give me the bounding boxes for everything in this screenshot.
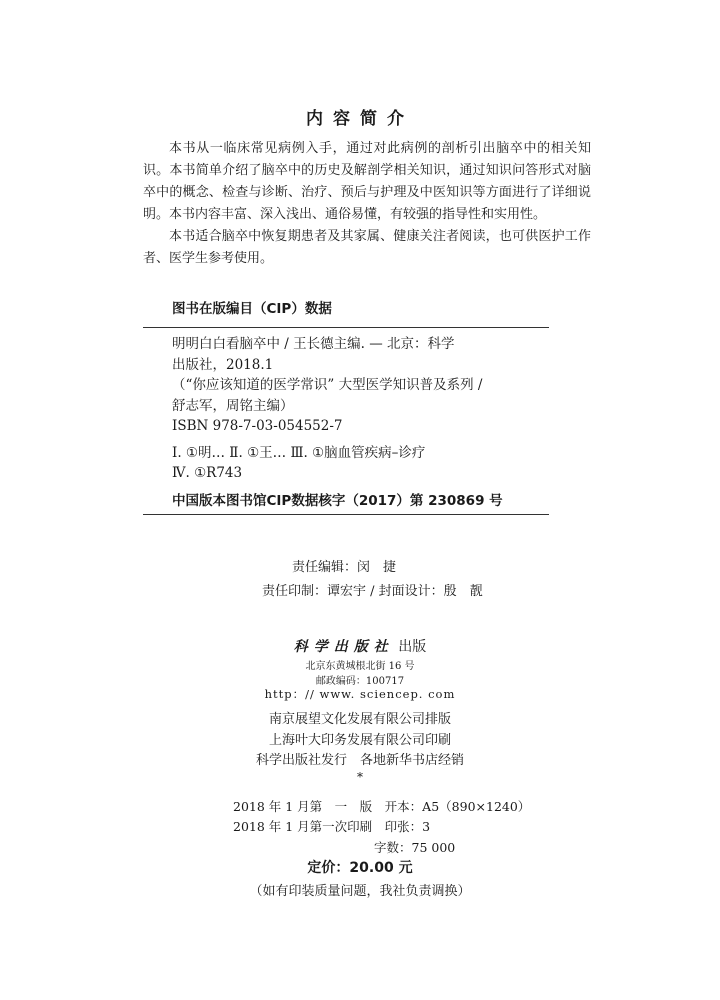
cip-isbn: ISBN 978-7-03-054552-7 bbox=[172, 418, 343, 434]
cip-line: （“你应该知道的医学常识” 大型医学知识普及系列 / bbox=[172, 377, 483, 393]
cip-class-line: Ⅳ. ①R743 bbox=[172, 465, 243, 481]
publisher-suffix: 出版 bbox=[398, 639, 427, 655]
publisher-line bbox=[0, 636, 720, 656]
cip-class-line: Ⅰ. ①明… Ⅱ. ①王… Ⅲ. ①脑血管疾病–诊疗 bbox=[172, 444, 426, 461]
distributor: 科学出版社发行 各地新华书店经销 bbox=[255, 753, 464, 768]
word-count: 字数：75 000 bbox=[374, 840, 456, 855]
cip-record bbox=[172, 334, 532, 484]
price: 定价：20.00 元 bbox=[307, 860, 413, 876]
publisher-url: http：// www. sciencep. com bbox=[264, 687, 456, 701]
separator-star: * bbox=[357, 770, 363, 784]
intro-title: 内容简介 bbox=[306, 109, 414, 129]
cip-heading: 图书在版编目（CIP）数据 bbox=[172, 301, 332, 317]
edition-line: 2018 年 1 月第 一 版 开本：A5（890×1240） bbox=[233, 799, 531, 814]
cip-line: 舒志军，周铭主编） bbox=[172, 397, 294, 414]
printing-line: 2018 年 1 月第一次印刷 印张：3 bbox=[233, 819, 431, 834]
cip-top-rule bbox=[143, 327, 549, 328]
quality-notice: （如有印装质量问题，我社负责调换） bbox=[249, 884, 471, 899]
publisher-address: 北京东黄城根北街 16 号 bbox=[305, 661, 415, 672]
intro-text bbox=[143, 138, 591, 270]
typesetter: 南京展望文化发展有限公司排版 bbox=[268, 712, 451, 727]
publisher-zip: 邮政编码：100717 bbox=[315, 676, 405, 687]
cip-bottom-rule bbox=[143, 514, 549, 515]
cip-line: 出版社，2018.1 bbox=[172, 356, 274, 373]
responsible-editor: 责任编辑：闵 捷 bbox=[292, 560, 397, 575]
intro-paragraph: 本书适合脑卒中恢复期患者及其家属、健康关注者阅读，也可供医护工作者、医学生参考使用。 bbox=[143, 229, 591, 266]
publisher-logo: 科学出版社 bbox=[293, 639, 394, 655]
cip-line: 明明白白看脑卒中 / 王长德主编. — 北京：科学 bbox=[172, 336, 455, 352]
cip-verify-number: 中国版本图书馆CIP数据核字（2017）第 230869 号 bbox=[172, 493, 503, 509]
intro-paragraph: 本书从一临床常见病例入手，通过对此病例的剖析引出脑卒中的相关知识。本书简单介绍了脑卒中的历史及解剖学相关知识，通过知识问答形式对脑卒中的概念、检查与诊断、治疗、预后与护理及中医知识等方面进行了详细说明。本书内容丰富、深入浅出、通俗易懂，有较强的指导性和实用性。 bbox=[143, 141, 591, 222]
printer: 上海叶大印务发展有限公司印刷 bbox=[268, 733, 451, 748]
print-and-cover-credits: 责任印制：谭宏宇 / 封面设计：殷 靓 bbox=[262, 584, 483, 599]
